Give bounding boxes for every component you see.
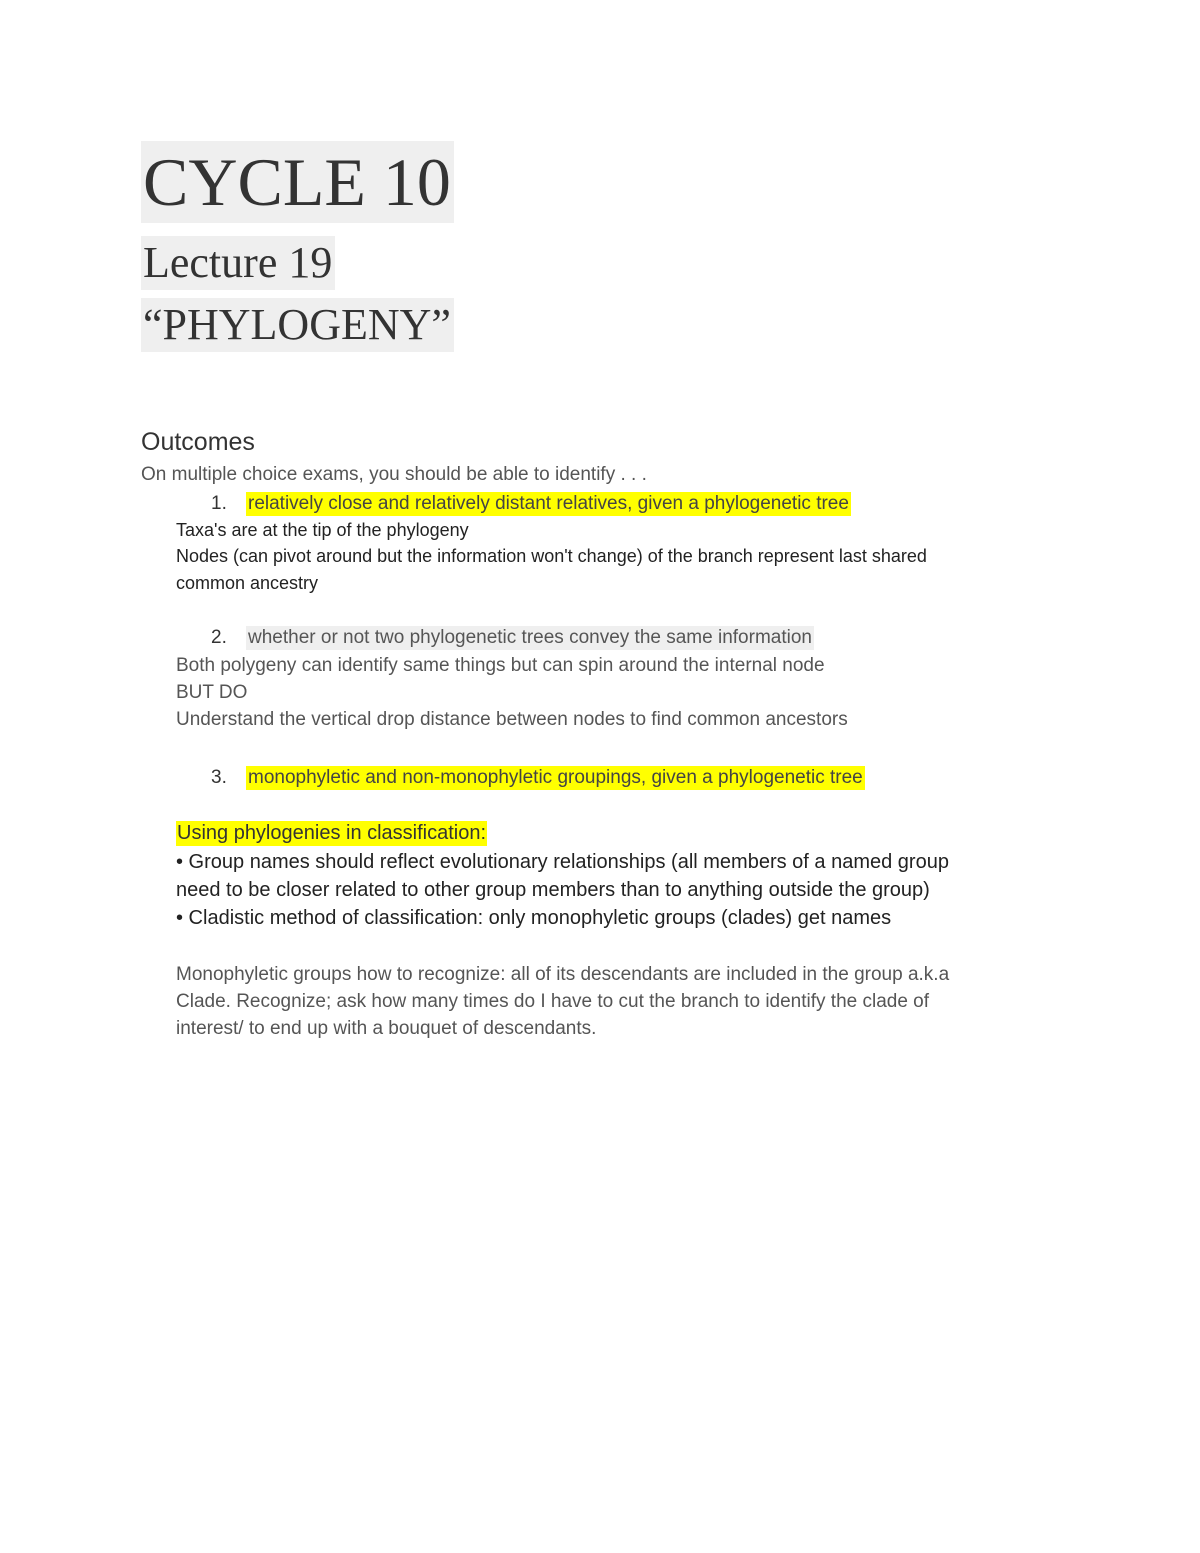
monophyletic-line: Clade. Recognize; ask how many times do I have to cut the branch to identify the clade of (176, 991, 930, 1012)
outcomes-heading: Outcomes (141, 428, 255, 456)
classification-line: • Group names should reflect evolutionary relationships (all members of a named group (176, 851, 949, 873)
outcome-number-3: 3. (211, 767, 227, 788)
outcome-number-1: 1. (211, 493, 227, 514)
outcome-note: Understand the vertical drop distance between nodes to find common ancestors (176, 709, 848, 730)
classification-line: • Cladistic method of classification: only monophyletic groups (clades) get names (176, 907, 892, 929)
classification-heading: Using phylogenies in classification: (177, 822, 487, 844)
outcome-note: Taxa's are at the tip of the phylogeny (176, 520, 469, 540)
classification-line: need to be closer related to other group members than to anything outside the group) (176, 879, 930, 901)
monophyletic-line: Monophyletic groups how to recognize: all of its descendants are included in the group a.k.a (176, 964, 950, 985)
outcome-note: common ancestry (176, 573, 319, 593)
outcome-item-3: monophyletic and non-monophyletic groupings, given a phylogenetic tree (248, 767, 863, 788)
outcome-item-1: relatively close and relatively distant relatives, given a phylogenetic tree (248, 493, 849, 514)
outcome-note: Nodes (can pivot around but the information won't change) of the branch represent last shared (176, 546, 927, 566)
outcome-number-2: 2. (211, 627, 227, 648)
outcome-note: Both polygeny can identify same things but can spin around the internal node (176, 655, 825, 676)
outcomes-intro: On multiple choice exams, you should be able to identify . . . (141, 464, 647, 485)
topic-title: “PHYLOGENY” (141, 298, 454, 352)
cycle-title: CYCLE 10 (141, 141, 454, 223)
outcome-note: BUT DO (176, 682, 248, 703)
lecture-title: Lecture 19 (141, 236, 335, 290)
outcome-item-2: whether or not two phylogenetic trees convey the same information (248, 627, 812, 648)
monophyletic-line: interest/ to end up with a bouquet of descendants. (176, 1018, 597, 1039)
